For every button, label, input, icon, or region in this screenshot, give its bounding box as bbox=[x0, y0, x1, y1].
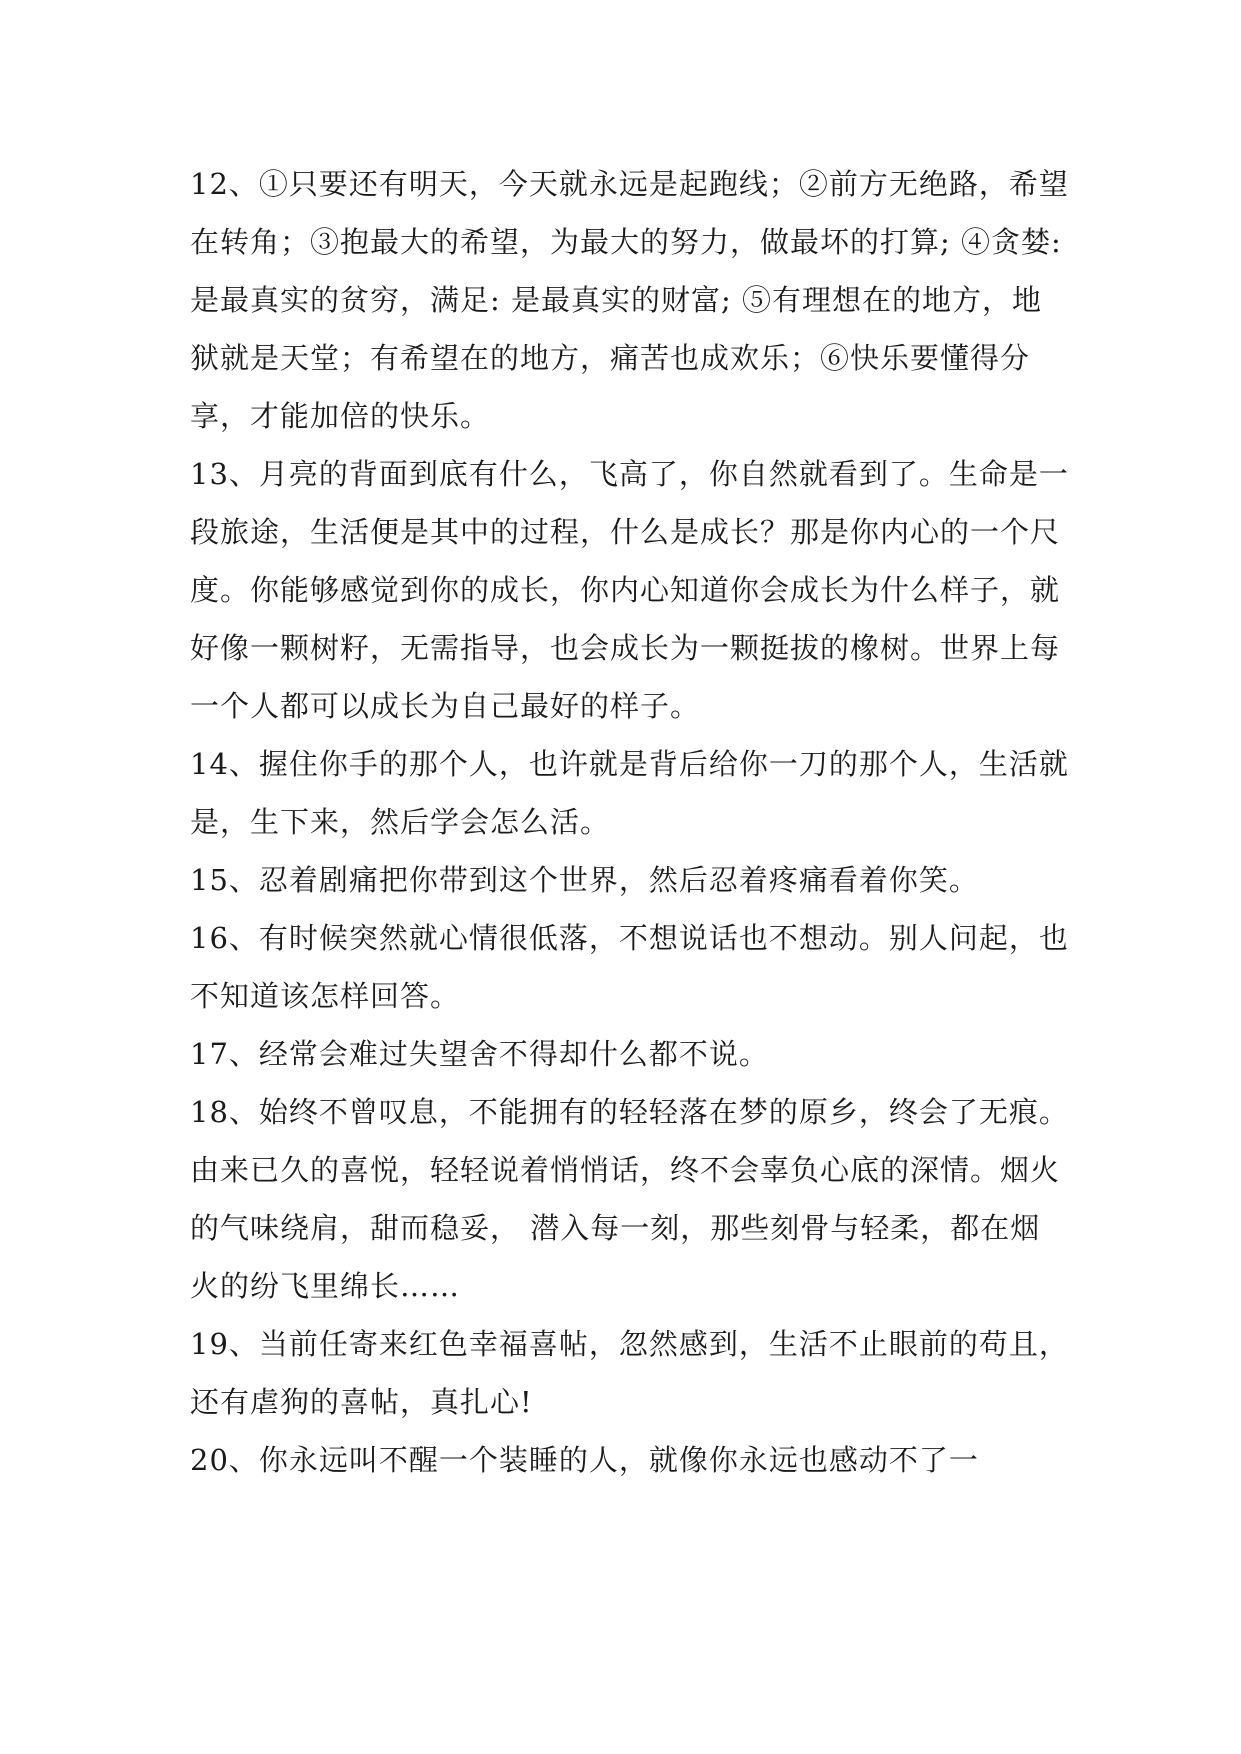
document-body bbox=[190, 155, 1070, 1489]
paragraph-19: 19、当前任寄来红色幸福喜帖，忽然感到，生活不止眼前的苟且，还有虐狗的喜帖，真扎心! bbox=[190, 1327, 1069, 1419]
paragraph-12: 12、①只要还有明天，今天就永远是起跑线；②前方无绝路，希望在转角；③抱最大的希望，为最大的努力，做最坏的打算; ④贪婪: 是最真实的贫穷，满足: 是最真实的财富; ⑤有理想在的地方，地狱就是天堂；有希望在的地方，痛苦也成欢乐；⑥快乐要懂得分享，才能加倍的快乐。 bbox=[190, 167, 1072, 433]
paragraph-14: 14、握住你手的那个人，也许就是背后给你一刀的那个人，生活就是，生下来，然后学会怎么活。 bbox=[190, 747, 1069, 839]
paragraph-18: 18、始终不曾叹息，不能拥有的轻轻落在梦的原乡，终会了无痕。由来已久的喜悦，轻轻说着悄悄话，终不会辜负心底的深情。烟火的气味绕肩，甜而稳妥， 潜入每一刻，那些刻骨与轻柔，都在烟火的纷飞里绵长…… bbox=[190, 1095, 1069, 1303]
paragraph-15: 15、忍着剧痛把你带到这个世界，然后忍着疼痛看着你笑。 bbox=[190, 863, 979, 897]
paragraph-17: 17、经常会难过失望舍不得却什么都不说。 bbox=[190, 1037, 769, 1071]
paragraph-16: 16、有时候突然就心情很低落，不想说话也不想动。别人问起，也不知道该怎样回答。 bbox=[190, 921, 1069, 1013]
paragraph-13: 13、月亮的背面到底有什么，飞高了，你自然就看到了。生命是一段旅途，生活便是其中的过程，什么是成长？那是你内心的一个尺度。你能够感觉到你的成长，你内心知道你会成长为什么样子，就好像一颗树籽，无需指导，也会成长为一颗挺拔的橡树。世界上每一个人都可以成长为自己最好的样子。 bbox=[190, 457, 1069, 723]
paragraph-20: 20、你永远叫不醒一个装睡的人，就像你永远也感动不了一 bbox=[190, 1443, 979, 1477]
